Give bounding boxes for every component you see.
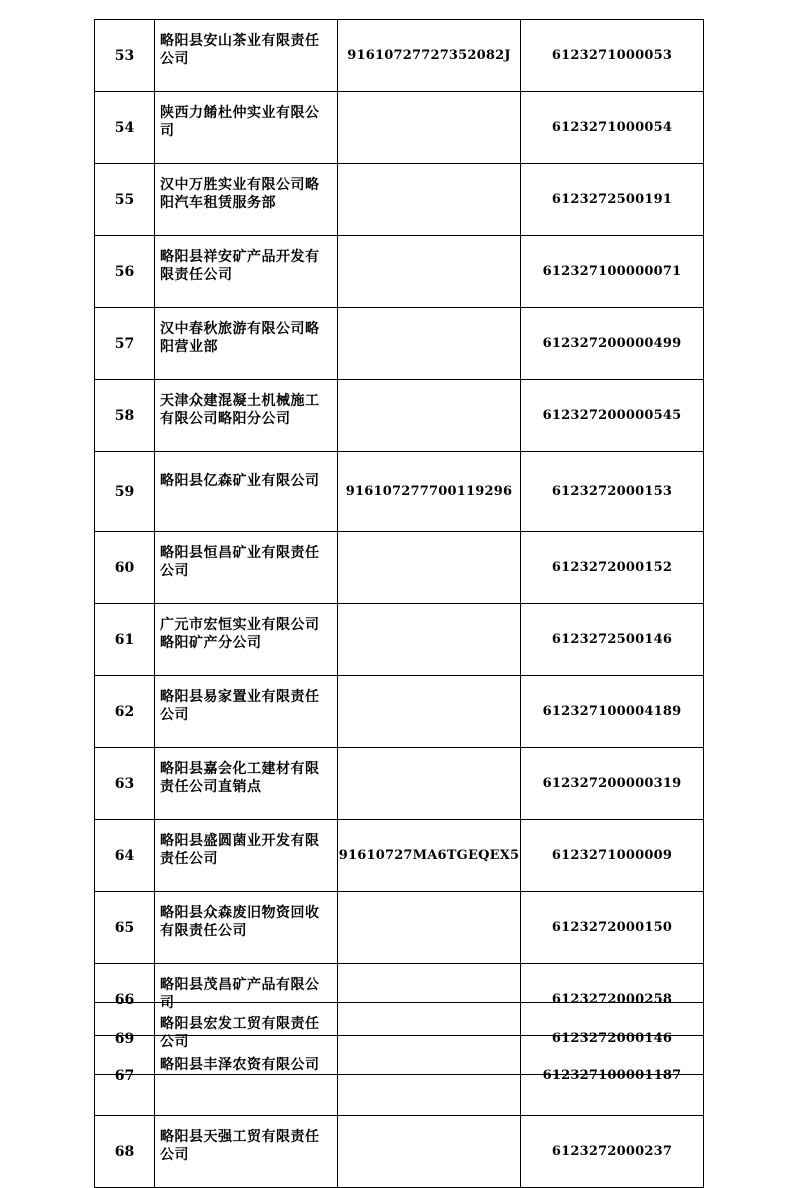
row-number: 54 xyxy=(95,92,155,164)
company-name: 略阳县易家置业有限责任公司 xyxy=(155,676,338,748)
row-number: 68 xyxy=(95,1116,155,1188)
row-number: 53 xyxy=(95,20,155,92)
registration-number: 612327200000319 xyxy=(521,748,704,820)
credit-code xyxy=(338,380,521,452)
company-name: 汉中万胜实业有限公司略阳汽车租赁服务部 xyxy=(155,164,338,236)
registration-number: 6123271000009 xyxy=(521,820,704,892)
registration-number: 612327100001187 xyxy=(521,1036,704,1116)
table-row xyxy=(95,676,704,748)
company-name: 汉中春秋旅游有限公司略阳营业部 xyxy=(155,308,338,380)
registration-number: 612327100000071 xyxy=(521,236,704,308)
credit-code: 916107277700119296 xyxy=(338,452,521,532)
table-row xyxy=(95,20,704,92)
row-number: 63 xyxy=(95,748,155,820)
table-row xyxy=(95,380,704,452)
enterprise-table-continued xyxy=(94,1002,704,1075)
table-row xyxy=(95,164,704,236)
credit-code xyxy=(338,236,521,308)
company-name: 略阳县天强工贸有限责任公司 xyxy=(155,1116,338,1188)
table-row xyxy=(95,820,704,892)
credit-code: 91610727MA6TGEQEX5 xyxy=(338,820,521,892)
row-number: 59 xyxy=(95,452,155,532)
table-row xyxy=(95,1003,704,1075)
table-row xyxy=(95,892,704,964)
registration-number: 612327100004189 xyxy=(521,676,704,748)
company-name: 略阳县祥安矿产品开发有限责任公司 xyxy=(155,236,338,308)
credit-code: 91610727727352082J xyxy=(338,20,521,92)
table-row xyxy=(95,748,704,820)
registration-number: 612327200000499 xyxy=(521,308,704,380)
company-name: 略阳县恒昌矿业有限责任公司 xyxy=(155,532,338,604)
row-number: 69 xyxy=(95,1003,155,1075)
registration-number: 6123272000258 xyxy=(521,964,704,1036)
registration-number: 6123272500191 xyxy=(521,164,704,236)
row-number: 60 xyxy=(95,532,155,604)
company-name: 陕西力餚杜仲实业有限公司 xyxy=(155,92,338,164)
credit-code xyxy=(338,1116,521,1188)
table-row xyxy=(95,92,704,164)
row-number: 65 xyxy=(95,892,155,964)
registration-number: 6123272000150 xyxy=(521,892,704,964)
table-row xyxy=(95,532,704,604)
company-name: 略阳县盛圆菌业开发有限责任公司 xyxy=(155,820,338,892)
table-row xyxy=(95,308,704,380)
row-number: 57 xyxy=(95,308,155,380)
credit-code xyxy=(338,92,521,164)
company-name: 略阳县亿森矿业有限公司 xyxy=(155,452,338,532)
credit-code xyxy=(338,164,521,236)
table-row xyxy=(95,236,704,308)
company-name: 略阳县众森废旧物资回收有限责任公司 xyxy=(155,892,338,964)
row-number: 61 xyxy=(95,604,155,676)
company-name: 略阳县茂昌矿产品有限公司 xyxy=(155,964,338,1036)
table-row xyxy=(95,604,704,676)
table-row xyxy=(95,1116,704,1188)
registration-number: 6123272000146 xyxy=(521,1003,704,1075)
row-number: 58 xyxy=(95,380,155,452)
row-number: 67 xyxy=(95,1036,155,1116)
registration-number: 6123272500146 xyxy=(521,604,704,676)
row-number: 62 xyxy=(95,676,155,748)
registration-number: 6123272000153 xyxy=(521,452,704,532)
registration-number: 6123271000053 xyxy=(521,20,704,92)
company-name: 略阳县嘉会化工建材有限责任公司直销点 xyxy=(155,748,338,820)
row-number: 66 xyxy=(95,964,155,1036)
registration-number: 6123272000237 xyxy=(521,1116,704,1188)
credit-code xyxy=(338,748,521,820)
company-name: 略阳县安山茶业有限责任公司 xyxy=(155,20,338,92)
table-row xyxy=(95,452,704,532)
company-name: 天津众建混凝土机械施工有限公司略阳分公司 xyxy=(155,380,338,452)
registration-number: 6123272000152 xyxy=(521,532,704,604)
company-name: 略阳县宏发工贸有限责任公司 xyxy=(155,1003,338,1075)
credit-code xyxy=(338,892,521,964)
credit-code xyxy=(338,532,521,604)
row-number: 56 xyxy=(95,236,155,308)
credit-code xyxy=(338,1003,521,1075)
row-number: 64 xyxy=(95,820,155,892)
credit-code xyxy=(338,604,521,676)
row-number: 55 xyxy=(95,164,155,236)
enterprise-table-continued-body xyxy=(95,1003,704,1075)
company-name: 略阳县丰泽农资有限公司 xyxy=(155,1036,338,1116)
credit-code xyxy=(338,676,521,748)
registration-number: 612327200000545 xyxy=(521,380,704,452)
credit-code xyxy=(338,308,521,380)
registration-number: 6123271000054 xyxy=(521,92,704,164)
company-name: 广元市宏恒实业有限公司略阳矿产分公司 xyxy=(155,604,338,676)
